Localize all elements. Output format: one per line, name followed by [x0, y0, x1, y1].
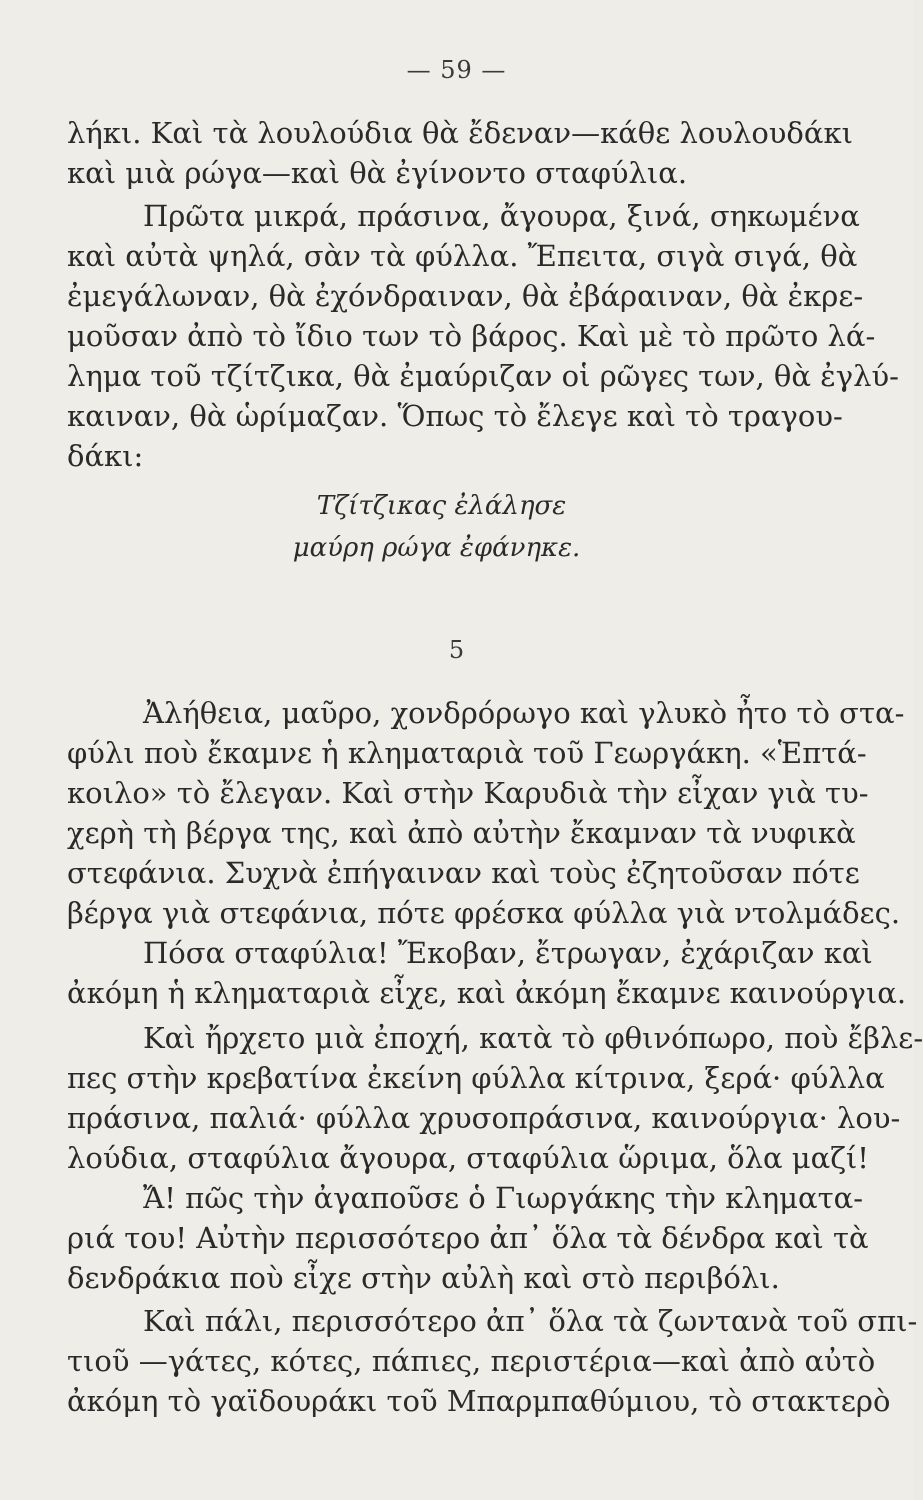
text-line: καιναν, θὰ ὡρίμαζαν. Ὅπως τὸ ἔλεγε καὶ τὸ τραγου-	[67, 399, 843, 433]
text-line: ριά του! Αὐτὴν περισσότερο ἀπ᾿ ὅλα τὰ δένδρα καὶ τὰ	[67, 1221, 869, 1255]
text-line: Καὶ ἤρχετο μιὰ ἐποχή, κατὰ τὸ φθινόπωρο, ποὺ ἔβλε-	[143, 1021, 923, 1055]
text-line: δάκι:	[67, 439, 144, 473]
text-line: τιοῦ —γάτες, κότες, πάπιες, περιστέρια—καὶ ἀπὸ αὐτὸ	[67, 1344, 876, 1378]
text-line: κοιλο» τὸ ἔλεγαν. Καὶ στὴν Καρυδιὰ τὴν εἶχαν γιὰ τυ-	[67, 776, 869, 810]
section-number: 5	[448, 636, 465, 664]
verse-line: μαύρη ρώγα ἐφάνηκε.	[292, 533, 581, 563]
text-line: Ἀλήθεια, μαῦρο, χονδρόρωγο καὶ γλυκὸ ἦτο τὸ στα-	[143, 696, 905, 730]
text-line: Καὶ πάλι, περισσότερο ἀπ᾿ ὅλα τὰ ζωντανὰ τοῦ σπι-	[143, 1304, 918, 1338]
text-line: Πόσα σταφύλια! Ἔκοβαν, ἔτρωγαν, ἐχάριζαν καὶ	[143, 936, 873, 970]
text-line: μοῦσαν ἀπὸ τὸ ἴδιο των τὸ βάρος. Καὶ μὲ τὸ πρῶτο λά-	[67, 319, 876, 353]
text-line: καὶ μιὰ ρώγα—καὶ θὰ ἐγίνοντο σταφύλια.	[67, 156, 688, 190]
text-line: λήκι. Καὶ τὰ λουλούδια θὰ ἔδεναν—κάθε λουλουδάκι	[67, 116, 853, 150]
text-line: ἀκόμη ἡ κληματαριὰ εἶχε, καὶ ἀκόμη ἔκαμνε καινούργια.	[67, 976, 907, 1010]
text-line: φύλι ποὺ ἔκαμνε ἡ κληματαριὰ τοῦ Γεωργάκη. «Ἑπτά-	[67, 736, 867, 770]
verse-line: Τζίτζικας ἐλάλησε	[316, 491, 567, 521]
text-line: λούδια, σταφύλια ἄγουρα, σταφύλια ὥριμα, ὅλα μαζί!	[67, 1141, 869, 1175]
text-line: λημα τοῦ τζίτζικα, θὰ ἐμαύριζαν οἱ ρῶγες των, θὰ ἐγλύ-	[67, 359, 899, 393]
text-line: στεφάνια. Συχνὰ ἐπήγαιναν καὶ τοὺς ἐζητοῦσαν πότε	[67, 856, 860, 890]
text-line: Πρῶτα μικρά, πράσινα, ἄγουρα, ξινά, σηκωμένα	[143, 199, 860, 233]
text-line: ἐμεγάλωναν, θὰ ἐχόνδραιναν, θὰ ἐβάραιναν, θὰ ἐκρε-	[67, 279, 864, 313]
text-line: χερὴ τὴ βέργα της, καὶ ἀπὸ αὐτὴν ἔκαμναν τὰ νυφικὰ	[67, 816, 856, 850]
text-line: καὶ αὐτὰ ψηλά, σὰν τὰ φύλλα. Ἔπειτα, σιγὰ σιγά, θὰ	[67, 239, 858, 273]
page-number: — 59 —	[406, 56, 507, 84]
text-line: πες στὴν κρεβατίνα ἐκείνη φύλλα κίτρινα, ξερά· φύλλα	[67, 1061, 885, 1095]
text-line: πράσινα, παλιά· φύλλα χρυσοπράσινα, καινούργια· λου-	[67, 1101, 901, 1135]
text-line: βέργα γιὰ στεφάνια, πότε φρέσκα φύλλα γιὰ ντολμάδες.	[67, 896, 901, 930]
text-line: δενδράκια ποὺ εἶχε στὴν αὐλὴ καὶ στὸ περιβόλι.	[67, 1261, 780, 1295]
text-line: Ἄ! πῶς τὴν ἀγαποῦσε ὁ Γιωργάκης τὴν κληματα-	[143, 1181, 864, 1215]
text-line: ἀκόμη τὸ γαϊδουράκι τοῦ Μπαρμπαθύμιου, τὸ στακτερὸ	[67, 1384, 891, 1418]
